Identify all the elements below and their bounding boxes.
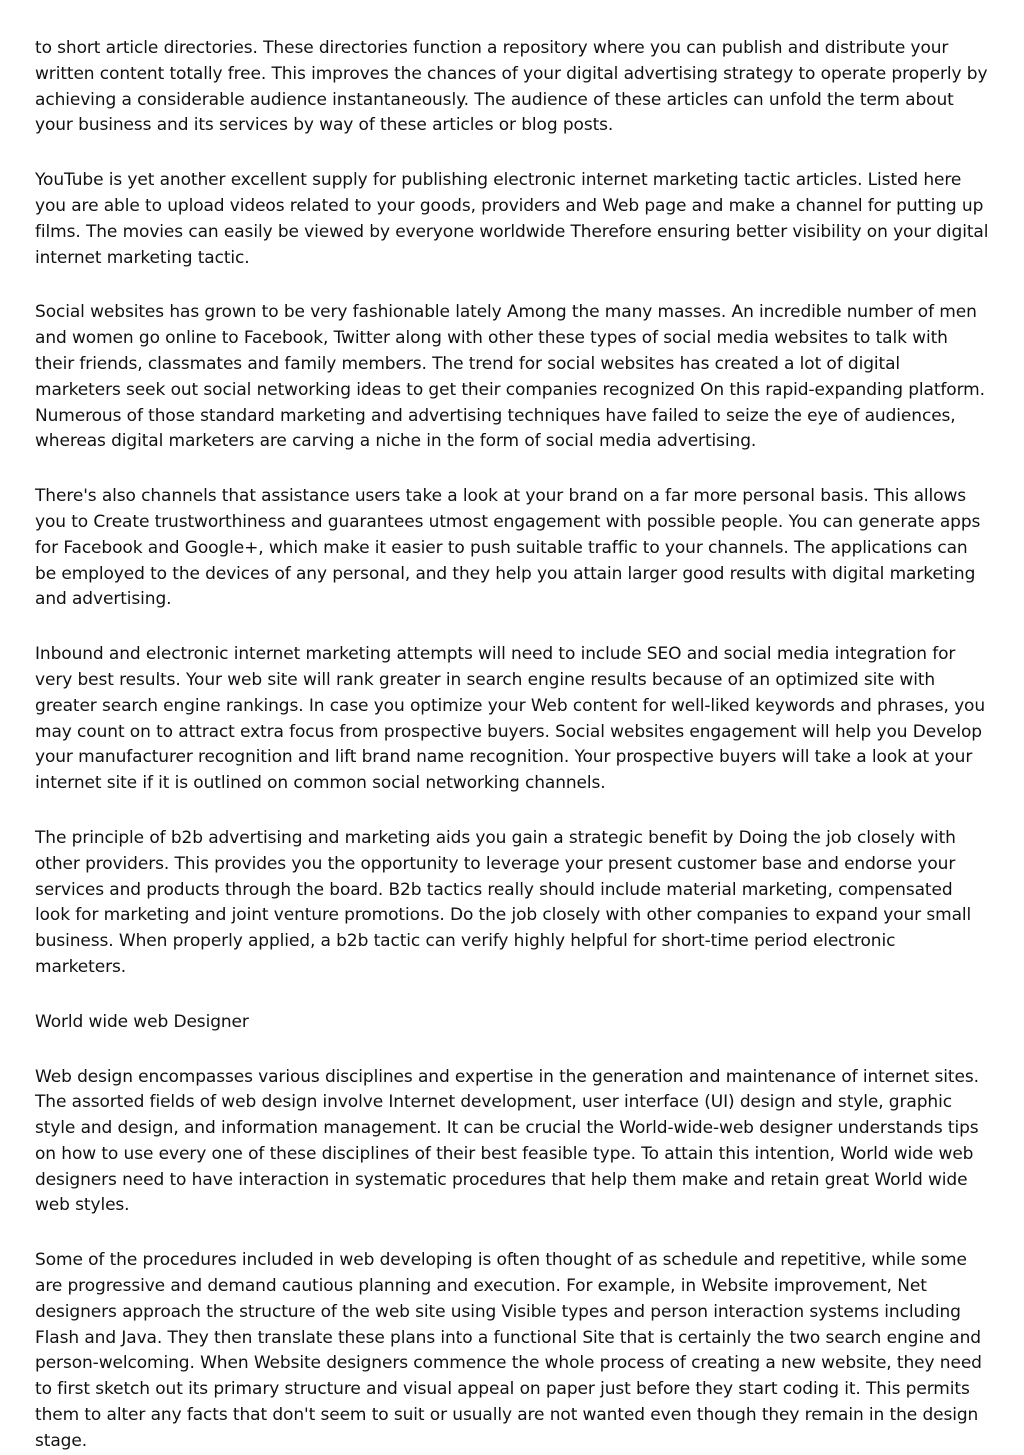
paragraph-article-directories: to short article directories. These directories function a repository where you can publish and distribute your written content totally free. This improves the chances of your digital advertising strategy to operate properly by achieving a considerable audience instantaneously. The audience of these articles can unfold the term about your business and its services by way of these articles or blog posts. (35, 38, 988, 136)
paragraph-youtube: YouTube is yet another excellent supply for publishing electronic internet marketing tactic articles. Listed here you are able to upload videos related to your goods, providers and Web page and make a channel for putting up films. The movies can easily be viewed by everyone worldwide Therefore ensuring better visibility on your digital internet marketing tactic. (35, 170, 989, 268)
paragraph-inbound-marketing: Inbound and electronic internet marketing attempts will need to include SEO and social media integration for very best results. Your web site will rank greater in search engine results because of an optimized site with greater search engine rankings. In case you optimize your Web content for well-liked keywords and phrases, you may count on to attract extra focus from prospective buyers. Social websites engagement will help you Develop your manufacturer recognition and lift brand name recognition. Your prospective buyers will take a look at your internet site if it is outlined on common social networking channels. (35, 644, 986, 794)
paragraph-channels: There's also channels that assistance users take a look at your brand on a far more personal basis. This allows you to Create trustworthiness and guarantees utmost engagement with possible people. You can generate apps for Facebook and Google+, which make it easier to push suitable traffic to your channels. The applications can be employed to the devices of any personal, and they help you attain larger good results with digital marketing and advertising. (35, 486, 981, 610)
document-body (35, 36, 990, 1455)
paragraph-b2b-advertising: The principle of b2b advertising and marketing aids you gain a strategic benefit by Doing the job closely with other providers. This provides you the opportunity to leverage your present customer base and endorse your services and products through the board. B2b tactics really should include material marketing, compensated look for marketing and joint venture promotions. Do the job closely with other companies to expand your small business. When properly applied, a b2b tactic can verify highly helpful for short-time period electronic marketers. (35, 827, 972, 977)
paragraph-social-websites: Social websites has grown to be very fashionable lately Among the many masses. An incredible number of men and women go online to Facebook, Twitter along with other these types of social media websites to talk with their friends, classmates and family members. The trend for social websites has created a lot of digital marketers seek out social networking ideas to get their companies recognized On this rapid-expanding platform. Numerous of those standard marketing and advertising techniques have failed to seize the eye of audiences, whereas digital marketers are carving a niche in the form of social media advertising. (35, 302, 985, 452)
paragraph-web-procedures: Some of the procedures included in web developing is often thought of as schedule and repetitive, while some are progressive and demand cautious planning and execution. For example, in Website improvement, Net designers approach the structure of the web site using Visible types and person interaction systems including Flash and Java. They then translate these plans into a functional Site that is certainly the two search engine and person-welcoming. When Website designers commence the whole process of creating a new website, they need to first sketch out its primary structure and visual appeal on paper just before they start coding it. This permits them to alter any facts that don't seem to suit or usually are not wanted even though they remain in the design stage. (35, 1250, 982, 1451)
section-heading: World wide web Designer (35, 1011, 249, 1032)
paragraph-web-design: Web design encompasses various disciplines and expertise in the generation and maintenance of internet sites. The assorted fields of web design involve Internet development, user interface (UI) design and style, graphic style and design, and information management. It can be crucial the World-wide-web designer understands tips on how to use every one of these disciplines of their best feasible type. To attain this intention, World wide web designers need to have interaction in systematic procedures that help them make and retain great World wide web styles. (35, 1066, 979, 1216)
